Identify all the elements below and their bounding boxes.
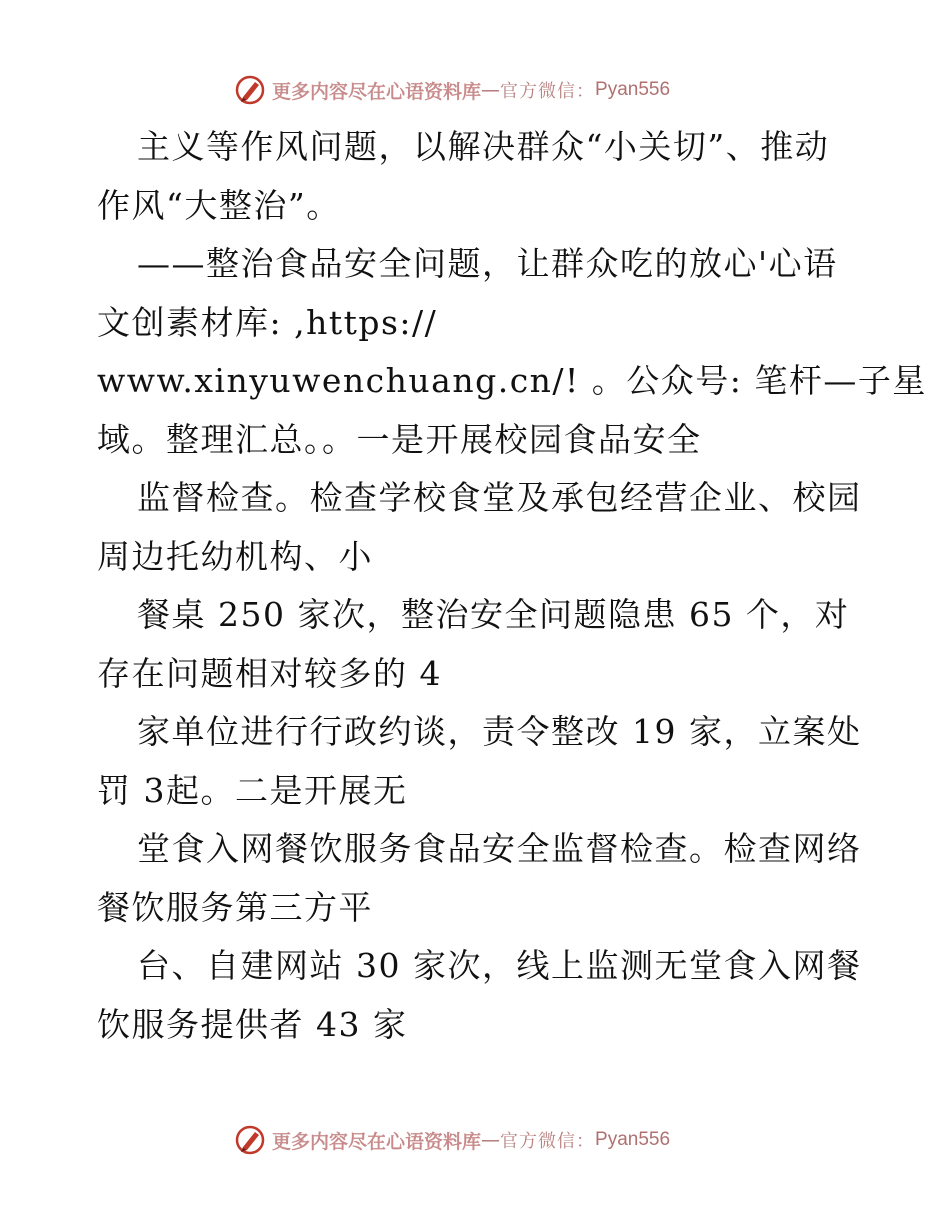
body-line: 堂食入网餐饮服务食品安全监督检查。检查网络 (137, 829, 862, 868)
pen-logo-icon (234, 1124, 266, 1156)
body-line: 文创素材库: ,https:// (97, 302, 438, 342)
header-watermark (234, 73, 670, 107)
watermark-separator: — (481, 1129, 501, 1151)
body-line: 台、自建网站 30 家次，线上监测无堂食入网餐 (137, 946, 862, 985)
body-line: ——整治食品安全问题，让群众吃的放心'心语 (137, 244, 838, 283)
body-line: 作风“大整治”。 (97, 185, 341, 225)
body-line: 周边托幼机构、小 (97, 536, 373, 576)
body-line: 存在问题相对较多的 4 (97, 653, 442, 693)
watermark-account: Pyan556 (595, 1129, 671, 1150)
footer-watermark (234, 1123, 670, 1157)
document-body (97, 118, 927, 1054)
body-line: 餐桌 250 家次，整治安全问题隐患 65 个，对 (137, 595, 850, 634)
watermark-brand: 更多内容尽在心语资料库 (272, 1130, 482, 1153)
watermark-wechat-label: 官方微信： (500, 1131, 596, 1152)
body-line: 罚 3起。二是开展无 (97, 770, 408, 810)
body-line: 域。整理汇总。。一是开展校园食品安全 (97, 419, 702, 459)
body-line: 主义等作风问题，以解决群众“小关切”、推动 (137, 127, 830, 166)
body-line: 家单位进行行政约谈，责令整改 19 家，立案处 (137, 712, 862, 751)
watermark-separator: — (481, 79, 501, 101)
body-line: 饮服务提供者 43 家 (97, 1004, 408, 1044)
pen-logo-icon (234, 74, 266, 106)
body-line: 餐饮服务第三方平 (97, 887, 373, 927)
body-line: 监督检查。检查学校食堂及承包经营企业、校园 (137, 478, 862, 517)
watermark-brand: 更多内容尽在心语资料库 (272, 80, 482, 103)
body-line: www.xinyuwenchuang.cn/! 。公众号: 笔杆—子星 (97, 361, 927, 400)
watermark-account: Pyan556 (595, 79, 671, 100)
watermark-wechat-label: 官方微信： (500, 81, 596, 102)
